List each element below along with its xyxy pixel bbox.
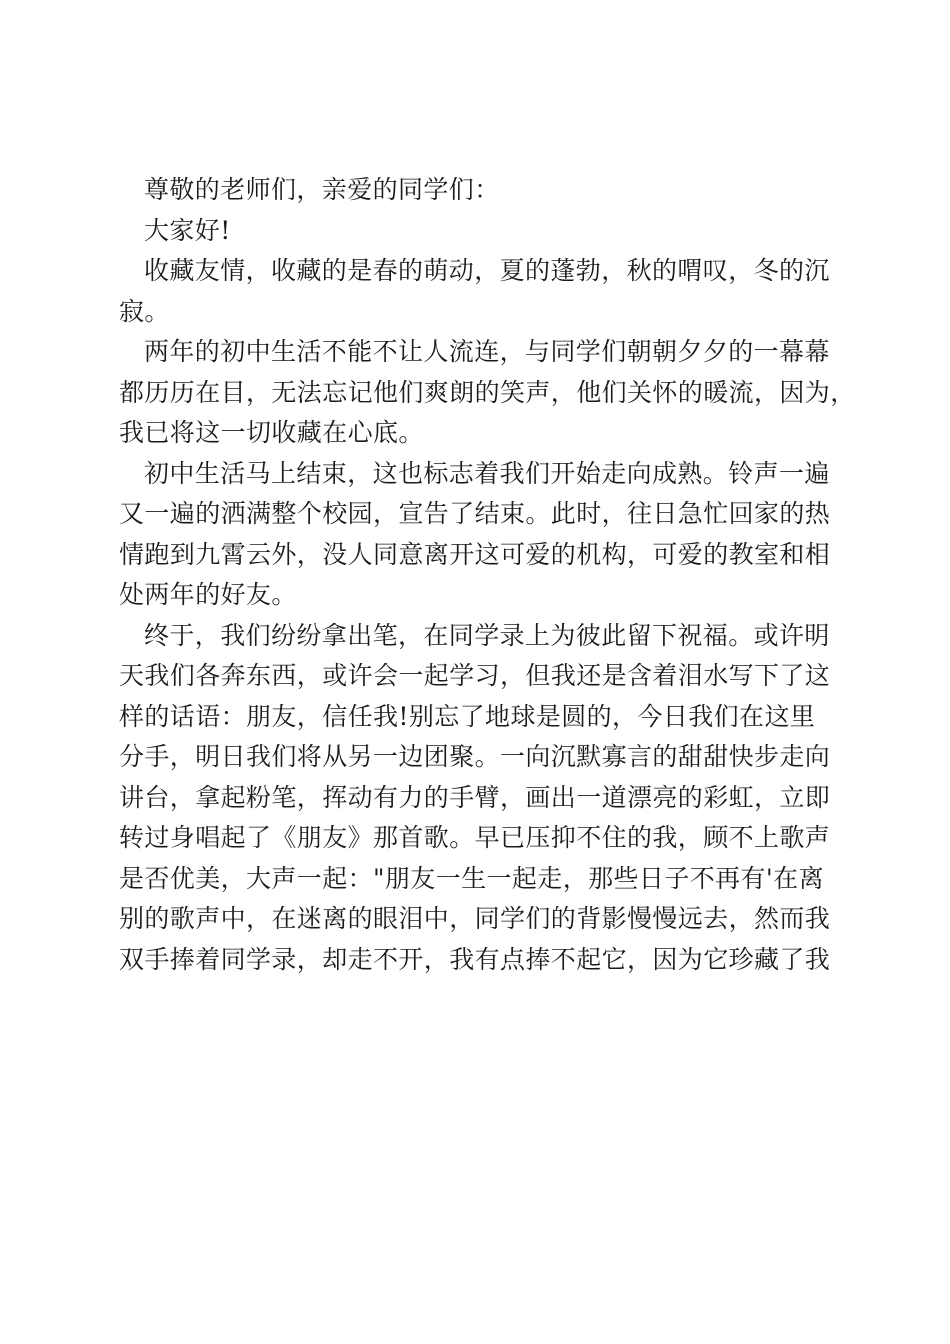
text-line: 大家好! bbox=[144, 215, 231, 245]
text-line: 双手捧着同学录，却走不开，我有点捧不起它，因为它珍藏了我 bbox=[119, 944, 831, 974]
text-line: 收藏友情，收藏的是春的萌动，夏的蓬勃，秋的喟叹，冬的沉 bbox=[144, 256, 830, 285]
speech-text bbox=[119, 170, 856, 980]
text-line: 分手，明日我们将从另一边团聚。一向沉默寡言的甜甜快步走向 bbox=[119, 742, 831, 771]
text-line: 我已将这一切收藏在心底。 bbox=[119, 418, 424, 447]
text-line: 样的话语：朋友，信任我!别忘了地球是圆的，今日我们在这里 bbox=[119, 701, 816, 731]
text-line: 处两年的好友。 bbox=[119, 580, 297, 609]
text-line: 又一遍的洒满整个校园，宣告了结束。此时，往日急忙回家的热 bbox=[119, 499, 831, 528]
text-line: 两年的初中生活不能不让人流连，与同学们朝朝夕夕的一幕幕 bbox=[144, 337, 830, 366]
text-line: 尊敬的老师们，亲爱的同学们： bbox=[144, 175, 500, 204]
text-line: 别的歌声中，在迷离的眼泪中，同学们的背影慢慢远去，然而我 bbox=[119, 904, 831, 933]
text-line: 转过身唱起了《朋友》那首歌。早已压抑不住的我，顾不上歌声 bbox=[119, 823, 831, 852]
text-line: 都历历在目，无法忘记他们爽朗的笑声，他们关怀的暖流，因为， bbox=[119, 377, 856, 407]
text-line: 终于，我们纷纷拿出笔，在同学录上为彼此留下祝福。或许明 bbox=[144, 620, 830, 650]
text-line: 寂。 bbox=[119, 296, 170, 326]
text-line: 情跑到九霄云外，没人同意离开这可爱的机构，可爱的教室和相 bbox=[119, 539, 831, 569]
text-line: 天我们各奔东西，或许会一起学习，但我还是含着泪水写下了这 bbox=[119, 661, 831, 690]
text-line: 是否优美，大声一起："朋友一生一起走，那些日子不再有'在离 bbox=[119, 863, 824, 893]
text-line: 初中生活马上结束，这也标志着我们开始走向成熟。铃声一遍 bbox=[144, 458, 830, 488]
text-line: 讲台，拿起粉笔，挥动有力的手臂，画出一道漂亮的彩虹，立即 bbox=[119, 782, 831, 812]
